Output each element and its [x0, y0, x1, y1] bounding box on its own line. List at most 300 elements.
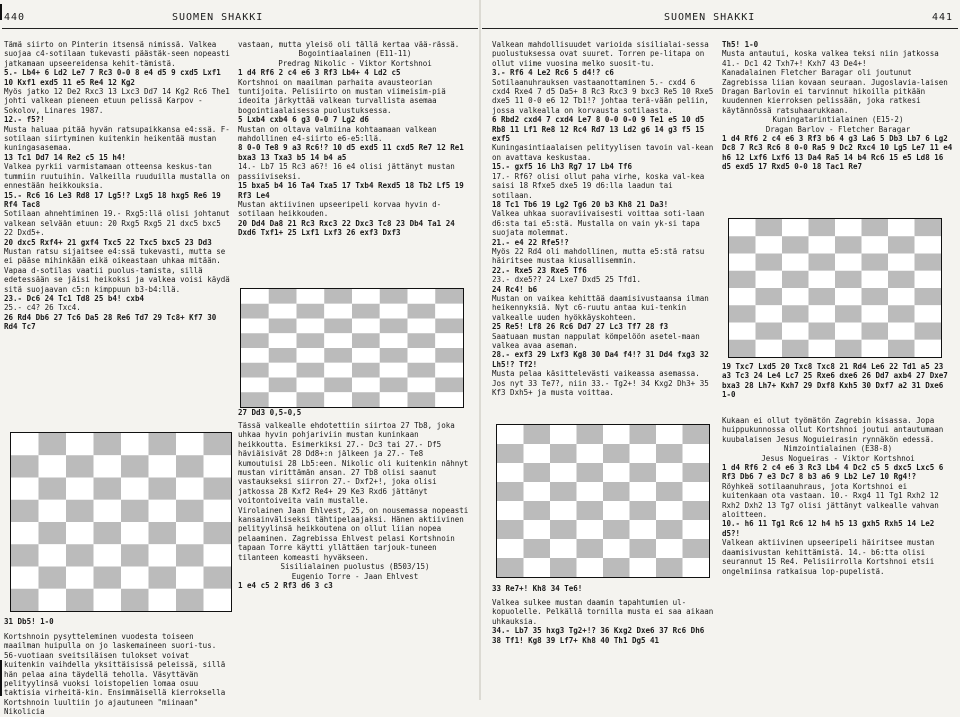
board-square: [94, 544, 122, 566]
board-square: [550, 463, 577, 482]
move-text: 25 Re5! Lf8 26 Rc6 Dd7 27 Lc3 Tf7 28 f3: [492, 322, 669, 332]
board-square: [656, 558, 683, 577]
column-1: [4, 40, 235, 440]
commentary-text: Nimzointialainen (E38-8): [783, 444, 893, 454]
board-square: [11, 522, 39, 544]
board-square: [324, 319, 352, 334]
board-square: [497, 558, 524, 577]
commentary-text: Mustan ratsu sijaitsee e4:ssä tukevasti, mutta se ei pääse mihinkään eikä oikeastaan uhkaa mitään. Vapaa d-sotilas vaatii puolus-tamista, sillä edetessään se jäisi heikoksi ja valkea voisi käydä sitä suojaavan c5:n kimppuun b3-b4:llä.: [4, 246, 235, 294]
column-4: [722, 40, 957, 215]
board-square: [176, 589, 204, 611]
board-square: [915, 288, 942, 305]
board-square: [524, 501, 551, 520]
board-square: [352, 319, 380, 334]
board-square: [204, 433, 232, 455]
board-square: [809, 305, 836, 322]
board-square: [121, 567, 149, 589]
board-square: [176, 500, 204, 522]
board-square: [809, 271, 836, 288]
move-text: 23.- Dc6 24 Tc1 Td8 25 b4! cxb4: [4, 293, 144, 303]
board-square: [862, 323, 889, 340]
board-square: [577, 482, 604, 501]
board-square: [380, 378, 408, 393]
commentary-text: Sotilaanuhrauksen vastaanottaminen 5.- cxd4 6 cxd4 Rxe4 7 d5 Da5+ 8 Rc3 Rxc3 9 bxc3 Re5 10 Rxe5 dxe5 11 0-0 e6 12 Tb1!? johtaa terä-vään peliin, jossa valkealla on korvausta sotilaasta.: [492, 77, 718, 115]
chess-diagram-4: [728, 218, 942, 358]
commentary-text: Mustan on vaikea kehittää daamisivustaansa ilman heikennyksiä. Nyt c6-ruutu antaa kui-tenkin valkealle uuden hyökkäyskohteen.: [492, 293, 714, 322]
board-square: [241, 289, 269, 304]
board-square: [524, 482, 551, 501]
diagram-4-caption: 19 Txc7 Lxd5 20 Txc8 Txc8 21 Rd4 Le6 22 Td1 a5 23 a3 Tc3 24 Le4 Lc7 25 Rxe6 dxe6 26 Dd7 axb4 27 Dxe7 bxa3 28 Lh7+ Kxh7 29 Dxf8 Kxh5 30 Dxf7 a2 31 Dxe6 1-0: [722, 362, 953, 400]
board-square: [782, 340, 809, 357]
commentary-text: Tässä valkealle ehdotettiin siirtoa 27 Tb8, joka uhkaa hyvin pohjariviin mustan kuninkaan heikkoutta. Esimerkiksi 27.- Dc3 tai 27.- Df5 häviäisivät 28 Dd8+:n jälkeen ja 27.- Te8 kumoutuisi 28 Lb5:een. Nikolic oli kuitenkin nähnyt mustan virittämän ansan. 27 Tb8 olisi saanut vastaukseksi siirron 27.- Dxf2+!, joka olisi jatkossa 28 Kxf2 Re4+ 29 Ke3 Rxd6 jättänyt voitontoiveita vain mustalle.: [238, 421, 473, 506]
board-square: [603, 520, 630, 539]
board-square: [241, 319, 269, 334]
move-text: 1 d4 Rf6 2 c4 e6 3 Rc3 Lb4 4 Dc2 c5 5 dxc5 Lxc5 6 Rf3 Db6 7 e3 Dc7 8 b3 a6 9 Lb2 Le7 10 Rg4!?: [722, 463, 948, 482]
right-header: [480, 10, 960, 30]
diagram-2-caption: 27 Dd3 0,5-0,5: [238, 408, 302, 417]
board-square: [66, 544, 94, 566]
left-header: [0, 10, 480, 30]
board-square: [729, 340, 756, 357]
commentary-text: Tämä siirto on Pinterin itsensä nimissä. Valkea suojaa c4-sotilaan tukevasti päästäk-seen nopeasti jatkamaan upseereidensa kehit-tämistä.: [4, 40, 235, 68]
commentary-text: Kortshnoi on maailman parhaita avausteorian tuntijoita. Pelisiirto on mustan viimeisim-piä ideoita järkyttää valkean turvallista asemaa bogointiaalaisessa puolustuksessa.: [238, 77, 451, 115]
board-square: [94, 589, 122, 611]
move-text: 8 0-0 Te8 9 a3 Rc6!? 10 d5 exd5 11 cxd5 Re7 12 Re1 bxa3 13 Txa3 b5 14 b4 a5: [238, 143, 469, 162]
commentary-text: Mustan aktiivinen upseeripeli korvaa hyvin d-sotilaan heikkouden.: [238, 199, 442, 219]
board-square: [176, 522, 204, 544]
board-square: [269, 348, 297, 363]
board-square: [683, 501, 710, 520]
commentary-text: Sisilialainen puolustus (B503/15): [280, 562, 430, 572]
board-square: [656, 482, 683, 501]
board-square: [835, 323, 862, 340]
commentary-text: Bogointiaalainen (E11-11): [298, 49, 412, 59]
board-square: [324, 289, 352, 304]
board-square: [782, 236, 809, 253]
commentary-text: Myös jatko 12 De2 Rxc3 13 Lxc3 Dd7 14 Kg2 Rc6 The1 johti valkean pieneen etuun pelissä Karpov - Sokolov, Linares 1987.: [4, 87, 235, 115]
board-square: [149, 567, 177, 589]
board-square: [603, 558, 630, 577]
board-square: [204, 544, 232, 566]
board-square: [352, 333, 380, 348]
board-square: [756, 288, 783, 305]
commentary-text: Valkean mahdollisuudet varioida sisilialai-sessa puolustuksessa ovat suuret. Torren pe-litapa on ollut viime vuosina melko suosit-tu.: [492, 40, 714, 68]
board-square: [94, 500, 122, 522]
board-square: [66, 433, 94, 455]
board-square: [577, 463, 604, 482]
board-square: [630, 463, 657, 482]
board-square: [756, 305, 783, 322]
board-square: [577, 520, 604, 539]
board-square: [577, 558, 604, 577]
move-text: 26 Rd4 Db6 27 Tc6 Da5 28 Re6 Td7 29 Tc8+ Kf7 30 Rd4 Tc7: [4, 312, 221, 332]
board-square: [269, 333, 297, 348]
board-square: [380, 319, 408, 334]
board-square: [782, 271, 809, 288]
board-square: [66, 522, 94, 544]
board-square: [269, 304, 297, 319]
board-square: [683, 520, 710, 539]
commentary-text: Kukaan ei ollut työmätön Zagrebin kisassa. Jopa huippukunnossa ollut Kortshnoi joutui antautumaan kuubalaisen Jesus Noguieirasin rynnäkön edessä.: [722, 416, 948, 444]
board-square: [497, 520, 524, 539]
board-square: [683, 539, 710, 558]
board-square: [835, 288, 862, 305]
board-square: [915, 236, 942, 253]
board-square: [577, 539, 604, 558]
board-square: [756, 271, 783, 288]
board-square: [11, 478, 39, 500]
move-text: 5.- Lb4+ 6 Ld2 Le7 7 Rc3 0-0 8 e4 d5 9 cxd5 Lxf1 10 Kxf1 exd5 11 e5 Re4 12 Kg2: [4, 68, 226, 87]
board-square: [380, 392, 408, 407]
column-4-bottom: [722, 416, 954, 698]
board-square: [121, 500, 149, 522]
board-square: [497, 482, 524, 501]
page-number: 441: [932, 12, 954, 23]
board-square: [94, 433, 122, 455]
board-square: [915, 254, 942, 271]
move-text: 28.- exf3 29 Lxf3 Kg8 30 Da4 f4!? 31 Dd4 fxg3 32 Lh5!? Tf2!: [492, 350, 714, 369]
board-square: [39, 544, 67, 566]
board-square: [550, 520, 577, 539]
diagram-3-caption: 33 Re7+! Kh8 34 Te6!: [492, 584, 583, 593]
board-square: [435, 319, 463, 334]
board-square: [550, 425, 577, 444]
move-text: 3.- Rf6 4 Le2 Rc6 5 d4!? c6: [492, 68, 614, 78]
board-square: [550, 539, 577, 558]
board-square: [729, 236, 756, 253]
board-square: [39, 500, 67, 522]
board-square: [297, 348, 325, 363]
board-square: [176, 455, 204, 477]
board-square: [380, 333, 408, 348]
board-square: [862, 288, 889, 305]
board-square: [435, 363, 463, 378]
board-square: [39, 478, 67, 500]
board-square: [630, 425, 657, 444]
board-square: [656, 425, 683, 444]
commentary-text: Kuningatarintialainen (E15-2): [772, 115, 904, 125]
header-rule: [482, 28, 958, 29]
column-2: [238, 40, 472, 285]
board-square: [94, 522, 122, 544]
board-square: [297, 392, 325, 407]
board-square: [435, 392, 463, 407]
board-square: [408, 378, 436, 393]
move-text: 6 Rbd2 cxd4 7 cxd4 Le7 8 0-0 0-0 9 Te1 e5 10 d5 Rb8 11 Lf1 Re8 12 Rc4 Rd7 13 Ld2 g6 14 g3 f5 15 exf5: [492, 115, 709, 144]
board-square: [888, 236, 915, 253]
board-square: [656, 444, 683, 463]
chess-diagram-1: [10, 432, 232, 612]
board-square: [241, 348, 269, 363]
board-square: [435, 378, 463, 393]
commentary-text: Virolainen Jaan Ehlvest, 25, on nousemassa nopeasti kansainväliseksi tähtipelaajaksi. Hänen aktiivinen pelityylinsä heikkoutena on ollut liian nopea pelaaminen. Zagrebissa Ehlvest pelasi Kortshnoin tapaan Torre käytti yllättäen tarjouk-tuneen tilanteen komeasti hyväkseen.: [238, 505, 473, 562]
board-square: [408, 363, 436, 378]
board-square: [121, 544, 149, 566]
board-square: [656, 539, 683, 558]
board-square: [352, 378, 380, 393]
board-square: [66, 455, 94, 477]
board-square: [888, 271, 915, 288]
board-square: [435, 304, 463, 319]
board-square: [683, 558, 710, 577]
move-text: Th5! 1-0: [722, 40, 759, 49]
move-text: 21.- e4 22 Rfe5!?: [492, 237, 569, 247]
board-square: [756, 236, 783, 253]
move-text: 15 bxa5 b4 16 Ta4 Txa5 17 Txb4 Rexd5 18 Tb2 Lf5 19 Rf3 Le4: [238, 181, 469, 200]
board-square: [656, 520, 683, 539]
board-square: [862, 340, 889, 357]
board-square: [729, 271, 756, 288]
board-square: [603, 463, 630, 482]
move-text: 15.- gxf5 16 Lh3 Rg7 17 Lb4 Tf6: [492, 162, 632, 172]
board-square: [297, 378, 325, 393]
margin-mark-top: [0, 4, 2, 20]
board-square: [603, 444, 630, 463]
board-square: [435, 333, 463, 348]
board-square: [176, 567, 204, 589]
board-square: [888, 340, 915, 357]
board-square: [149, 433, 177, 455]
board-square: [550, 444, 577, 463]
board-square: [297, 363, 325, 378]
board-square: [915, 305, 942, 322]
board-square: [683, 444, 710, 463]
board-square: [630, 539, 657, 558]
board-square: [809, 236, 836, 253]
board-square: [121, 455, 149, 477]
board-square: [269, 289, 297, 304]
board-square: [352, 363, 380, 378]
board-square: [204, 522, 232, 544]
board-square: [809, 254, 836, 271]
board-square: [809, 219, 836, 236]
board-square: [683, 482, 710, 501]
column-3-bottom: [492, 598, 718, 698]
board-square: [497, 501, 524, 520]
board-square: [603, 482, 630, 501]
board-square: [39, 522, 67, 544]
commentary-text: Sotilaan ahnehtiminen 19.- Rxg5:llä olisi johtanut valkean selvään etuun: 20 Rxg5 Rxg5 21 dxc5 bxc5 22 Dxd5+.: [4, 209, 235, 238]
board-square: [297, 304, 325, 319]
board-square: [577, 501, 604, 520]
commentary-text: Predrag Nikolic - Viktor Kortshnoi: [278, 58, 432, 68]
diagram-1-caption: 31 Db5! 1-0: [4, 617, 54, 626]
commentary-text: Valkea sulkee mustan daamin tapahtumien ul-kopuolelle. Pelkällä tornilla musta ei saa aikaan uhkauksia.: [492, 598, 718, 626]
column-2-middle: [238, 421, 472, 698]
board-square: [241, 333, 269, 348]
move-text: 5 Lxb4 cxb4 6 g3 0-0 7 Lg2 d6: [238, 115, 369, 125]
board-square: [656, 463, 683, 482]
board-square: [297, 319, 325, 334]
board-square: [149, 522, 177, 544]
board-square: [149, 500, 177, 522]
board-square: [94, 478, 122, 500]
board-square: [39, 433, 67, 455]
board-square: [380, 348, 408, 363]
board-square: [149, 589, 177, 611]
board-square: [862, 236, 889, 253]
board-square: [524, 539, 551, 558]
move-text: 10.- h6 11 Tg1 Rc6 12 h4 h5 13 gxh5 Rxh5 14 Le2 d5?!: [722, 519, 939, 538]
board-square: [756, 219, 783, 236]
board-square: [550, 482, 577, 501]
board-square: [756, 340, 783, 357]
commentary-text: vastaan, mutta yleisö oli tällä kertaa vää-rässä.: [238, 40, 460, 49]
board-square: [603, 501, 630, 520]
board-square: [915, 219, 942, 236]
board-square: [915, 340, 942, 357]
board-square: [835, 271, 862, 288]
board-square: [888, 323, 915, 340]
board-square: [835, 254, 862, 271]
commentary-text: Valkean aktiivinen upseeripeli häiritsee mustan daamisivustan kehittämistä. 14.- b6:tta olisi seurannut 15 Re4. Pelisiirrolla Kortshnoi etsii ongelmiinsa ratkaisua lop-pupelistä.: [722, 538, 939, 576]
commentary-text: Musta antautui, koska valkea teksi niin jatkossa 41.- Dc1 42 Txh7+! Kxh7 43 De4+!: [722, 49, 944, 68]
board-square: [66, 589, 94, 611]
board-square: [862, 254, 889, 271]
board-square: [324, 348, 352, 363]
commentary-text: 14.- Lb7 15 Rc3 a6?! 16 e4 olisi jättänyt mustan passiiviseksi.: [238, 162, 460, 181]
board-square: [269, 363, 297, 378]
move-text: 20 dxc5 Rxf4+ 21 gxf4 Txc5 22 Txc5 bxc5 23 Dd3: [4, 237, 212, 247]
board-square: [756, 323, 783, 340]
commentary-text: Jesus Nogueiras - Viktor Kortshnoi: [761, 453, 915, 463]
board-square: [729, 219, 756, 236]
board-square: [524, 463, 551, 482]
move-text: 24 Rc4! b6: [492, 284, 538, 294]
board-square: [915, 323, 942, 340]
board-square: [888, 305, 915, 322]
board-square: [524, 425, 551, 444]
board-square: [241, 363, 269, 378]
commentary-text: Kuningasintiaalaisen pelityylisen tavoin val-kean on avattava keskustaa.: [492, 143, 718, 162]
board-square: [176, 544, 204, 566]
board-square: [577, 444, 604, 463]
commentary-text: Saatuaan mustan nappulat kömpelöön asetel-maan valkea avaa aseman.: [492, 331, 705, 350]
board-square: [324, 392, 352, 407]
board-square: [11, 567, 39, 589]
board-square: [782, 254, 809, 271]
board-square: [630, 482, 657, 501]
move-text: 15.- Rc6 16 Le3 Rd8 17 Lg5!? Lxg5 18 hxg5 Re6 19 Rf4 Tac8: [4, 190, 226, 209]
commentary-text: Valkea pyrkii varmistamaan otteensa keskus-tan tummiin ruutuihin. Valkeilla ruuduilla mustalla on ennestään heikkouksia.: [4, 162, 235, 191]
board-square: [435, 348, 463, 363]
commentary-text: Kortshnoin pysytteleminen vuodesta toiseen maailman huipulla on jo laskemaineen suori-tus. 56-vuotiaan sveitsiläisen tulokset voivat kuitenkin vaihdella yksittäisissä peleissä, sillä hän pelaa aina täydellä teholla. Väsyttävän pelityylinsä vuoksi loistopelien lomaa osuu taktisia virheitä-kin. Ensimmäisellä kierroksella Kortshnoin luultiin jo ajautuneen "miinaan" Nikolicia: [4, 632, 230, 717]
board-square: [756, 254, 783, 271]
board-square: [241, 304, 269, 319]
board-square: [408, 392, 436, 407]
board-square: [297, 333, 325, 348]
board-square: [408, 348, 436, 363]
board-square: [630, 558, 657, 577]
board-square: [497, 425, 524, 444]
commentary-text: Musta haluaa pitää hyvän ratsupaikkansa e4:ssä. F-sotilaan siirtyminen kuitenkin heikentää mustan kuningasasemaa.: [4, 124, 230, 153]
commentary-text: Eugenio Torre - Jaan Ehlvest: [291, 571, 419, 581]
running-head: SUOMEN SHAKKI: [664, 12, 756, 23]
board-square: [888, 288, 915, 305]
board-square: [497, 463, 524, 482]
board-square: [835, 305, 862, 322]
board-square: [782, 219, 809, 236]
board-square: [683, 425, 710, 444]
board-square: [782, 305, 809, 322]
board-square: [408, 304, 436, 319]
board-square: [729, 305, 756, 322]
board-square: [204, 589, 232, 611]
board-square: [11, 544, 39, 566]
commentary-text: Röyhkeä sotilaanuhraus, jota Kortshnoi ei kuitenkaan ota vastaan. 10.- Rxg4 11 Tg1 Rxh2 12 Rxh2 Dxh2 13 Tg7 olisi jättänyt valkealle vahvan aloitteen.: [722, 481, 944, 520]
board-square: [380, 363, 408, 378]
board-square: [782, 288, 809, 305]
board-square: [888, 219, 915, 236]
board-square: [408, 333, 436, 348]
move-text: 12.- f5?!: [4, 115, 45, 125]
board-square: [809, 323, 836, 340]
board-square: [176, 478, 204, 500]
board-square: [176, 433, 204, 455]
board-square: [809, 288, 836, 305]
board-square: [630, 444, 657, 463]
board-square: [835, 236, 862, 253]
commentary-text: Musta pelaa käsittelevästi vaikeassa asemassa. Jos nyt 33 Te7?, niin 33.- Tg2+! 34 Kxg2 Dh3+ 35 Kf3 Dxh5+ ja musta voittaa.: [492, 369, 714, 398]
board-square: [683, 463, 710, 482]
board-square: [121, 433, 149, 455]
chess-diagram-2: [240, 288, 464, 408]
board-square: [352, 289, 380, 304]
commentary-text: Dragan Barlov - Fletcher Baragar: [765, 124, 911, 134]
board-square: [656, 501, 683, 520]
move-text: 1 d4 Rf6 2 c4 e6 3 Rf3 b6 4 g3 La6 5 Db3 Lb7 6 Lg2 Dc8 7 Rc3 Rc6 8 0-0 Ra5 9 Dc2 Rxc4 10 Lg5 Le7 11 e4 h6 12 Lxf6 Lxf6 13 Da4 Ra5 14 b4 Rc6 15 e5 Ld8 16 d5 exd5 17 Rxd5 0-0 18 Tac1 Re7: [722, 134, 957, 172]
board-square: [380, 289, 408, 304]
board-square: [204, 478, 232, 500]
board-square: [39, 455, 67, 477]
board-square: [862, 219, 889, 236]
page-number: 440: [4, 12, 26, 23]
board-square: [324, 333, 352, 348]
commentary-text: 17.- Rf6? olisi ollut paha virhe, koska val-kea saisi 18 Rfxe5 dxe5 19 d6:lla laadun tai sotilaan.: [492, 171, 709, 200]
board-square: [269, 319, 297, 334]
header-rule: [2, 28, 478, 29]
board-square: [550, 558, 577, 577]
board-square: [241, 392, 269, 407]
board-square: [241, 378, 269, 393]
move-text: 1 e4 c5 2 Rf3 d6 3 c3: [238, 580, 333, 590]
board-square: [888, 254, 915, 271]
board-square: [352, 392, 380, 407]
board-square: [66, 478, 94, 500]
board-square: [269, 392, 297, 407]
board-square: [204, 500, 232, 522]
commentary-text: Kanadalainen Fletcher Baragar oli joutunut Zagrebissa liian kovaan seuraan. Jugoslavia-laisen Dragan Barlovin ei tarvinnut hikoilla pitkään kuudennen kierroksen pelissään, joka ratkesi käytännössä ratsuhaarukkaan.: [722, 68, 953, 115]
board-square: [121, 589, 149, 611]
commentary-text: 25.- c4? 26 Txc4.: [4, 303, 81, 313]
commentary-text: Mustan on oltava valmiina kohtaamaan valkean mahdollinen e4-siirto e6-e5:llä.: [238, 124, 442, 144]
column-1-bottom: [4, 632, 232, 717]
board-square: [729, 323, 756, 340]
board-square: [149, 544, 177, 566]
board-square: [729, 254, 756, 271]
board-square: [915, 271, 942, 288]
move-text: 20 Dd4 Da8 21 Rc3 Rxc3 22 Dxc3 Tc8 23 Db4 Ta1 24 Dxd6 Txf1+ 25 Lxf1 Lxf3 26 exf3 Dxf3: [238, 218, 460, 238]
board-square: [66, 500, 94, 522]
board-square: [324, 378, 352, 393]
margin-mark-bottom: [0, 660, 2, 696]
board-square: [121, 478, 149, 500]
board-square: [524, 558, 551, 577]
board-square: [380, 304, 408, 319]
board-square: [524, 520, 551, 539]
board-square: [408, 289, 436, 304]
board-square: [782, 323, 809, 340]
